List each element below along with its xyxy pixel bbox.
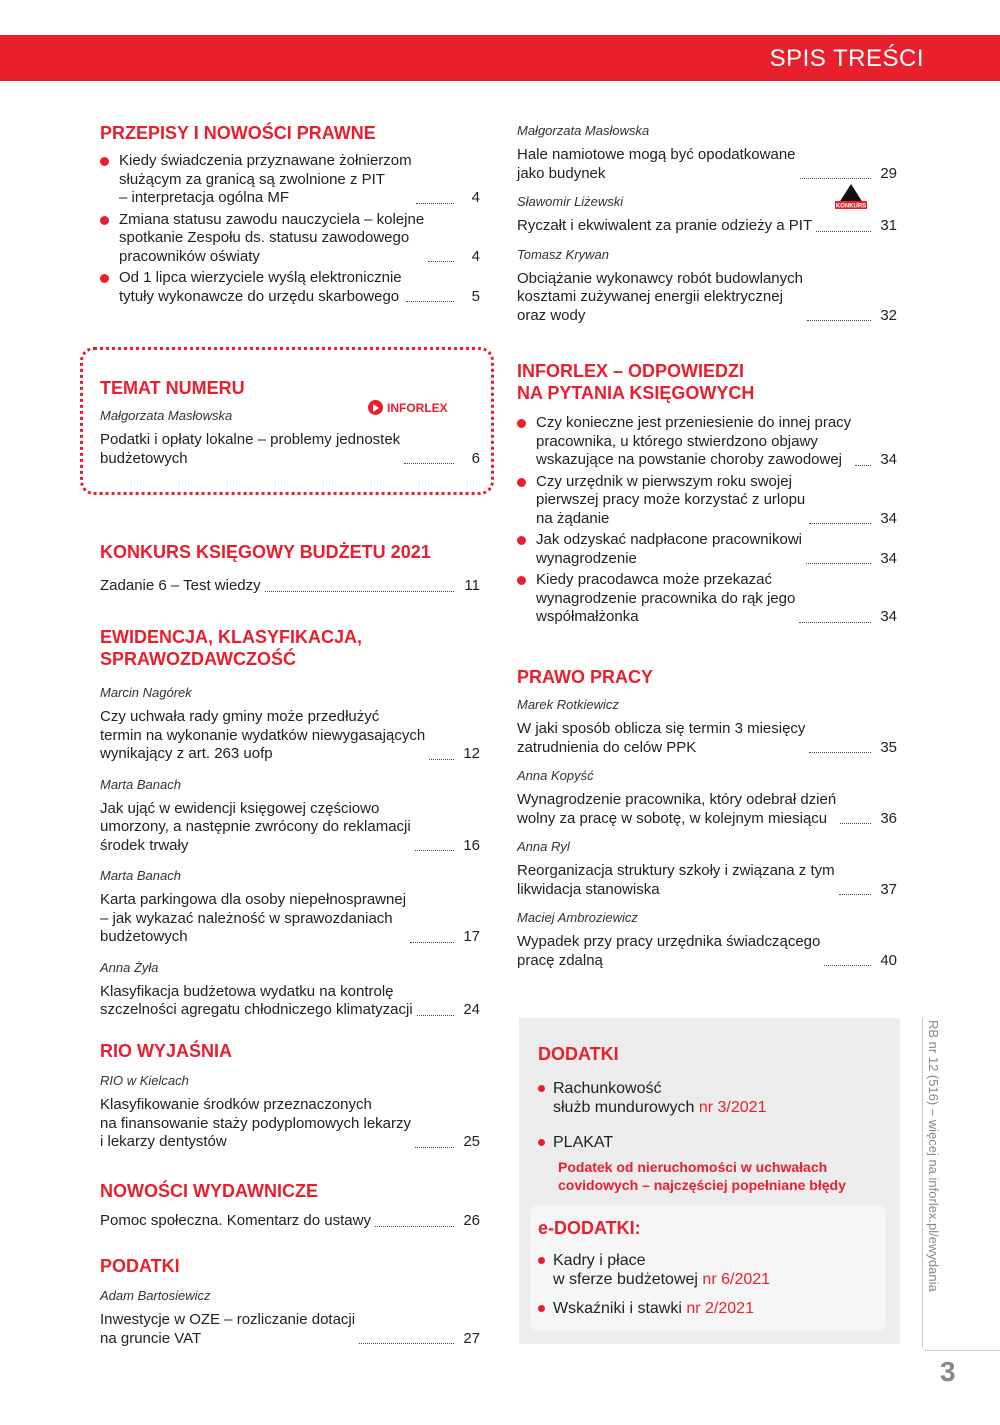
bullet-entry[interactable] [517, 571, 897, 627]
bullet-icon [517, 576, 526, 585]
toc-entry[interactable] [119, 211, 480, 267]
toc-entry[interactable] [100, 1212, 480, 1231]
entry-title: Kiedy świadczenia przyznawane żołnierzom służącym za granicą są zwolnione z PIT – interpretacja ogólna MF [119, 152, 412, 206]
logo-text: INFORLEX [387, 400, 448, 415]
toc-entry[interactable] [517, 720, 897, 757]
author: Anna Żyła [100, 959, 159, 975]
entry-title: Obciążanie wykonawcy robót budowlanych kosztami zużywanej energii elektrycznej oraz wody [517, 269, 803, 324]
toc-entry[interactable] [100, 708, 480, 764]
section-title: NOWOŚCI WYDAWNICZE [100, 1181, 318, 1201]
toc-entry[interactable] [119, 269, 480, 306]
author: Maciej Ambroziewicz [517, 910, 638, 925]
entry-title: Kiedy pracodawca może przekazać wynagrodzenie pracownika do rąk jego współmałżonka [536, 571, 796, 625]
toc-entry[interactable] [100, 891, 480, 947]
section-title: INFORLEX – ODPOWIEDZI NA PYTANIA KSIĘGOWYCH [517, 361, 755, 403]
edodatki-item[interactable] [538, 1299, 888, 1318]
section-title: PRZEPISY I NOWOŚCI PRAWNE [100, 123, 376, 143]
section-podatki [100, 1255, 480, 1348]
toc-entry[interactable] [536, 571, 897, 627]
page-number: 16 [463, 836, 480, 854]
entry-title: Wypadek przy pracy urzędnika świadczącego pracę zdalną [517, 933, 821, 969]
svg-text:KONKURS: KONKURS [835, 203, 867, 210]
section-title: KONKURS KSIĘGOWY BUDŻETU 2021 [100, 542, 431, 562]
entry-title: Czy urzędnik w pierwszym roku swojej pierwszej pracy może korzystać z urlopu na żądanie [536, 472, 806, 527]
play-icon [368, 400, 383, 415]
toc-entry[interactable] [100, 983, 480, 1020]
section-inforlex [517, 360, 897, 630]
dodatki-item[interactable] [538, 1133, 888, 1152]
section-nowosci [100, 1180, 480, 1231]
bullet-entry[interactable] [100, 269, 480, 306]
page-number: 27 [463, 1329, 480, 1347]
dodatki [538, 1044, 888, 1318]
toc-entry[interactable] [517, 270, 897, 326]
bullet-icon [517, 478, 526, 487]
page-number: 24 [463, 1001, 480, 1018]
entry-title: Zmiana statusu zawodu nauczyciela – kolejne spotkanie Zespołu ds. statusu zawodowego pracowników oświaty [119, 210, 425, 265]
section-rio [100, 1040, 480, 1152]
toc-entry[interactable] [517, 146, 897, 183]
toc-entry[interactable] [517, 217, 897, 236]
page-number: 31 [880, 217, 897, 234]
page-number: 35 [880, 738, 897, 756]
section-title: PRAWO PRACY [517, 667, 654, 687]
inforlex-logo [368, 400, 448, 415]
header-bar [0, 35, 1000, 81]
author: Małgorzata Masłowska [517, 123, 650, 138]
bullet-icon [517, 419, 526, 428]
entry-title: Inwestycje w OZE – rozliczanie dotacji na gruncie VAT [100, 1311, 356, 1347]
page-number: 34 [880, 451, 897, 468]
author: Tomasz Krywan [517, 246, 609, 262]
bullet-icon [538, 1305, 545, 1312]
page-number: 4 [471, 189, 480, 206]
entry-title: W jaki sposób oblicza się termin 3 miesięcy zatrudnienia do celów PPK [517, 720, 806, 756]
item-text: PLAKAT [553, 1134, 614, 1151]
toc-entry[interactable] [517, 791, 897, 828]
dodatki-item[interactable] [538, 1079, 888, 1117]
toc-entry[interactable] [119, 152, 480, 208]
entry-title: Od 1 lipca wierzyciele wyślą elektronicznie tytuły wykonawcze do urzędu skarbowego [119, 269, 402, 305]
toc-entry[interactable] [100, 1096, 480, 1152]
bullet-entry[interactable] [100, 152, 480, 208]
bullet-icon [517, 536, 526, 545]
toc-entry[interactable] [100, 577, 480, 596]
section-prawo [517, 666, 897, 980]
section-title: RIO WYJAŚNIA [100, 1041, 233, 1061]
entry-title: Jak odzyskać nadpłacone pracownikowi wynagrodzenie [536, 531, 802, 567]
page-number: 40 [880, 951, 897, 969]
page-number: 32 [880, 306, 897, 324]
page-number: 37 [880, 880, 897, 898]
page-number: 11 [464, 577, 480, 594]
konkurs-badge-icon [834, 184, 868, 212]
bullet-icon [538, 1257, 545, 1264]
item-text: Wskaźniki i stawki [553, 1300, 682, 1317]
item-text: Rachunkowość służb mundurowych [553, 1080, 695, 1116]
entry-title: Czy uchwała rady gminy może przedłużyć termin na wykonanie wydatków niewygasających wynikający z art. 263 uofp [100, 708, 426, 762]
page-number: 5 [471, 287, 480, 305]
entry-title: Klasyfikowanie środków przeznaczonych na finansowanie staży podyplomowych lekarzy i lekarzy dentystów [100, 1096, 411, 1150]
bullet-entry[interactable] [517, 414, 897, 470]
author: Adam Bartosiewicz [100, 1288, 211, 1303]
section-ewidencja [100, 626, 480, 1032]
page-number: 34 [880, 608, 897, 625]
entry-title: Hale namiotowe mogą być opodatkowane jako budynek [517, 146, 796, 182]
author: Marta Banach [100, 868, 181, 883]
toc-entry[interactable] [100, 800, 480, 856]
section-przepisy [100, 122, 480, 309]
entry-title: Reorganizacja struktury szkoły i związana z tym likwidacja stanowiska [517, 862, 835, 898]
page-number-footer: 3 [940, 1356, 956, 1387]
bullet-icon [100, 157, 109, 166]
entry-title: Jak ująć w ewidencji księgowej częściowo umorzony, a następnie zwrócony do reklamacji środek trwały [100, 799, 411, 854]
page-number: 36 [880, 809, 897, 827]
bullet-icon [100, 274, 109, 283]
author: Marta Banach [100, 776, 181, 792]
issue-number: nr 2/2021 [686, 1300, 754, 1317]
page-number: 12 [463, 745, 480, 762]
toc-entry[interactable] [100, 431, 480, 468]
item-text: Kadry i płace w sferze budżetowej [553, 1252, 698, 1288]
entry-title: Czy konieczne jest przeniesienie do innej pracy pracownika, u którego stwierdzono objawy wskazujące na powstanie choroby zawodowej [536, 414, 852, 468]
author: Anna Ryl [517, 839, 570, 854]
side-caption [925, 1020, 975, 1320]
author: Marcin Nagórek [100, 685, 192, 700]
author: Sławomir Liżewski [517, 194, 624, 209]
author: Marek Rotkiewicz [517, 697, 619, 712]
page-number: 25 [463, 1133, 480, 1150]
bullet-entry[interactable] [517, 531, 897, 568]
section-right-top [517, 122, 897, 335]
dodatki-title: DODATKI [538, 1044, 619, 1064]
page-number: 34 [880, 549, 897, 567]
side-divider [922, 1018, 923, 1348]
entry-title: Klasyfikacja budżetowa wydatku na kontrolę szczelności agregatu chłodniczego klimatyzacji [100, 982, 413, 1018]
footer-divider [925, 1350, 1000, 1351]
entry-title: Karta parkingowa dla osoby niepełnosprawnej – jak wykazać należność w sprawozdaniach budżetowych [100, 891, 407, 945]
section-title: EWIDENCJA, KLASYFIKACJA, SPRAWOZDAWCZOŚĆ [100, 627, 363, 669]
entry-title: Wynagrodzenie pracownika, który odebrał dzień wolny za pracę w sobotę, w kolejnym miesiącu [517, 791, 837, 827]
issue-number: nr 6/2021 [702, 1271, 771, 1288]
page-number: 26 [463, 1212, 480, 1229]
author: Anna Kopyść [517, 768, 594, 783]
toc-entry[interactable] [536, 473, 897, 529]
entry-title: Podatki i opłaty lokalne – problemy jednostek budżetowych [100, 431, 401, 467]
entry-title: Zadanie 6 – Test wiedzy [100, 577, 261, 594]
toc-entry[interactable] [517, 862, 897, 899]
page-number: 17 [463, 928, 480, 945]
bullet-icon [538, 1139, 545, 1146]
toc-entry[interactable] [536, 414, 897, 470]
author: RIO w Kielcach [100, 1073, 189, 1088]
entry-title: Ryczałt i ekwiwalent za pranie odzieży a PIT [517, 217, 813, 234]
entry-title: Pomoc społeczna. Komentarz do ustawy [100, 1212, 371, 1229]
poster-subtitle: Podatek od nieruchomości w uchwałach covidowych – najczęściej popełniane błędy [558, 1159, 846, 1193]
page-number: 34 [880, 509, 897, 527]
side-caption-text: RB nr 12 (516) – więcej na inforlex.pl/ewydania [926, 1020, 941, 1292]
author: Małgorzata Masłowska [100, 408, 233, 423]
bullet-entry[interactable] [100, 211, 480, 267]
section-konkurs [100, 541, 480, 596]
section-temat [100, 377, 480, 468]
edodatki-title: e-DODATKI: [538, 1218, 641, 1238]
section-title: PODATKI [100, 1256, 180, 1276]
page-number: 4 [471, 247, 480, 265]
toc-entry[interactable] [100, 1311, 480, 1348]
bullet-icon [538, 1085, 545, 1092]
bullet-icon [100, 216, 109, 225]
issue-number: nr 3/2021 [698, 1099, 767, 1116]
edodatki-item[interactable] [538, 1251, 888, 1289]
page-title: SPIS TREŚCI [769, 45, 924, 72]
section-title: TEMAT NUMERU [100, 378, 245, 398]
toc-entry[interactable] [517, 933, 897, 970]
page-number: 6 [471, 449, 480, 467]
bullet-entry[interactable] [517, 473, 897, 529]
toc-entry[interactable] [536, 531, 897, 568]
page-number: 29 [880, 164, 897, 182]
